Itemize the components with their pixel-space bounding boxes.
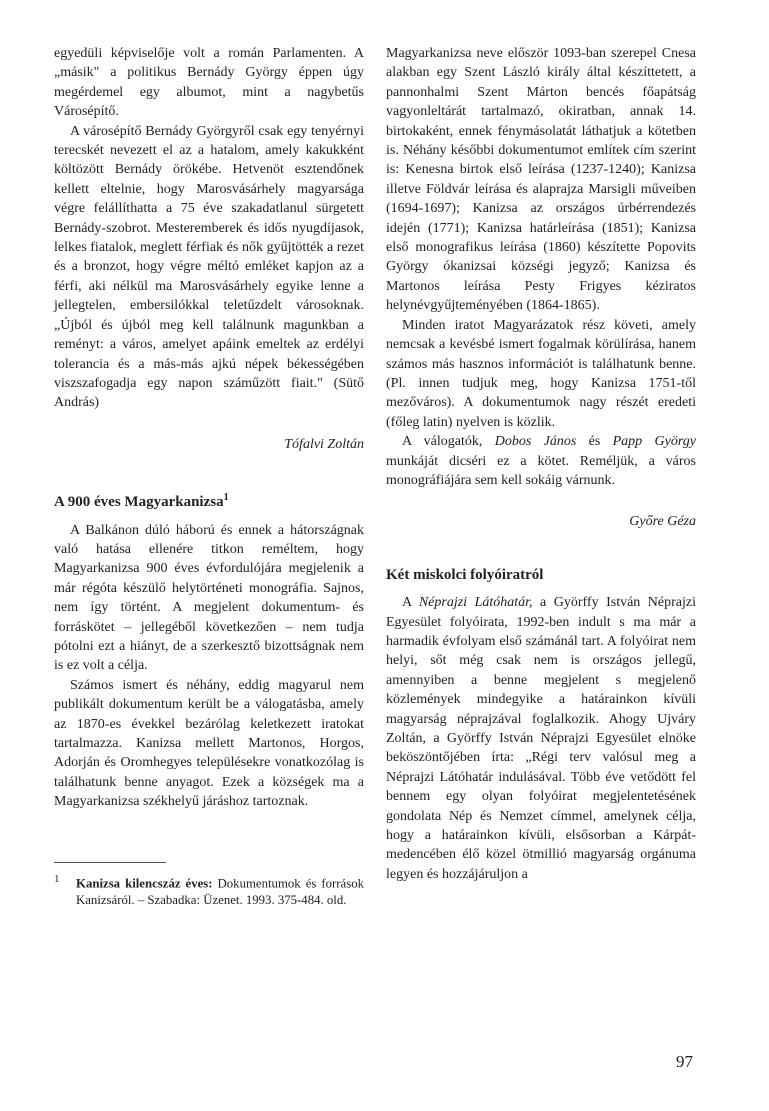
paragraph: Magyarkanizsa neve először 1093-ban szerepel Cnesa alakban egy Szent László király által készíttetett, a pannonhalmi Szent Márton bencés főapátság vagyonleltárát tartalmazó, okiratban, annak 14. birtokaként, ennek fénymásolatát láthatjuk a kötetben is. Néhány későbbi dokumentumot említek cím szerint is: Kenesna birtok első leírása (1237-1240); Kanizsa illetve Földvár leírása és alaprajza Marsigli műveiben (1694-1697); Kanizsa az országos úrbérrendezés idején (1771); Kanizsa határleírása (1851); Kanizsa első monografikus leírása (1860) készítette Popovits György ókanizsai községi jegyző; Kanizsa és Martonos leírása Pesty Frigyes kéziratos helynévgyűjteményében (1864-1865). bbox=[386, 46, 696, 314]
author-signature: Győre Géza bbox=[629, 514, 696, 530]
paragraph: Minden iratot Magyarázatok rész követi, amely nemcsak a kevésbé ismert fogalmak körülírása, hanem számos más hasznos információt is találhatunk benne. (Pl. innen tudjuk meg, hogy Kanizsa 1751-től mezőváros). A dokumentumok nagy részét eredeti (főleg latin) nyelven is közlik. bbox=[386, 317, 696, 430]
paragraph bbox=[386, 593, 696, 884]
journal-title: Néprajzi Látóhatár, bbox=[418, 595, 533, 611]
footnote-reference: 1 bbox=[223, 492, 229, 504]
paragraph: A városépítő Bernády Györgyről csak egy tenyérnyi terecskét nevezett el az a hatalom, amely kakukként költözött Bernády örökébe. Hetvenöt esztendőnek kellett eltelnie, hogy Marosvásárhely magyarsága végre felállíthatta a 75 éve szakadatlanul sürgetett Bernády-szobrot. Mesteremberek és idős nyugdíjasok, lelkes fiatalok, meglett férfiak és nők gyűjtötték a rezet és a bronzot, hogy végre méltó emléket kapjon az a férfi, aki nélkül ma Marosvásárhely egyike lenne a jellegtelen, embersilókkal teletűzdelt városoknak. „Újból és újból meg kell találnunk magunkban a reményt: a város, amelyet apáink emeltek az erdélyi tolerancia és a más-más ajkú népek békességében viszszafogadja egy napon száműzött fiait." (Sütő András) bbox=[54, 123, 364, 411]
footnote-divider bbox=[54, 862, 166, 863]
footnote-title: Kanizsa kilencszáz éves: bbox=[76, 875, 213, 890]
paragraph: Számos ismert és néhány, eddig magyarul nem publikált dokumentum került be a válogatásba, amely az 1870-es évekkel bezárólag keletkezett iratokat tartalmazza. Kanizsa mellett Martonos, Horgos, Adorján és Oromhegyes településekre vonatkozólag is találhatunk benne anyagot. Ezek a községek ma a Magyarkanizsa székhelyű járáshoz tartoznak. bbox=[54, 677, 364, 810]
text-run: munkáját dicséri ez a kötet. Reméljük, a város monográfiájára sem kell sokáig várnunk. bbox=[386, 453, 696, 488]
paragraph bbox=[386, 432, 696, 490]
section-heading: Két miskolci folyóiratról bbox=[386, 566, 544, 583]
paragraph: A Balkánon dúló háború és ennek a hátországnak való hatása ellenére titkon reméltem, hogy Magyarkanizsa 900 éves évfordulójára megjelenik a már régóta készülő helytörténeti monográfia. Sajnos, nem így történt. A megjelent dokumentum- és forráskötet – jellegéből következően – nem tudja pótolni ezt a hiányt, de a szerkesztő bizottságnak nem is ez volt a célja. bbox=[54, 522, 364, 674]
author-signature: Tófalvi Zoltán bbox=[284, 436, 364, 452]
page-number: 97 bbox=[676, 1052, 693, 1071]
right-column bbox=[386, 44, 696, 884]
footnote bbox=[54, 871, 364, 909]
heading-text: A 900 éves Magyarkanizsa bbox=[54, 494, 224, 511]
footnote-text: Dokumentumok és források Kanizsáról. – Szabadka: Üzenet. 1993. 375-484. old. bbox=[76, 875, 364, 907]
section-heading bbox=[54, 488, 364, 512]
text-run: A bbox=[402, 595, 419, 611]
text-run: és bbox=[576, 434, 613, 450]
editor-name: Dobos János bbox=[494, 434, 577, 450]
paragraph: egyedüli képviselője volt a román Parlamenten. A „másik" a politikus Bernády György éppen úgy megérdemel egy albumot, mint a nagybetűs Városépítő. bbox=[54, 46, 364, 120]
editor-name: Papp György bbox=[612, 434, 696, 450]
left-column bbox=[54, 44, 364, 909]
text-run: a Györffy István Néprajzi Egyesület folyóirata, 1992-ben indult s ma már a harmadik évfolyam első számánál tart. A folyóirat nem helyi, sőt még csak nem is országos jellegű, amennyiben a benne megjelent s megjelenő közlemények mindegyike a határainkon kívüli magyarság néprajzával foglalkozik. Ahogy Ujváry Zoltán, a Györffy István Néprajzi Egyesület elnöke beköszöntőjében írta: „Régi terv valósul meg a Néprajzi Látóhatár indulásával. Több éve vetődött fel bennem egy olyan folyóirat megjelentetésének gondolata Nép és Nemzet címmel, amelynek célja, hogy a határainkon kívüli, elsősorban a Kárpát-medencében élő közel ötmillió magyarság orgánuma legyen és hozzájáruljon a bbox=[386, 595, 696, 882]
text-run: A válogatók, bbox=[402, 434, 495, 450]
footnote-mark: 1 bbox=[54, 872, 60, 885]
